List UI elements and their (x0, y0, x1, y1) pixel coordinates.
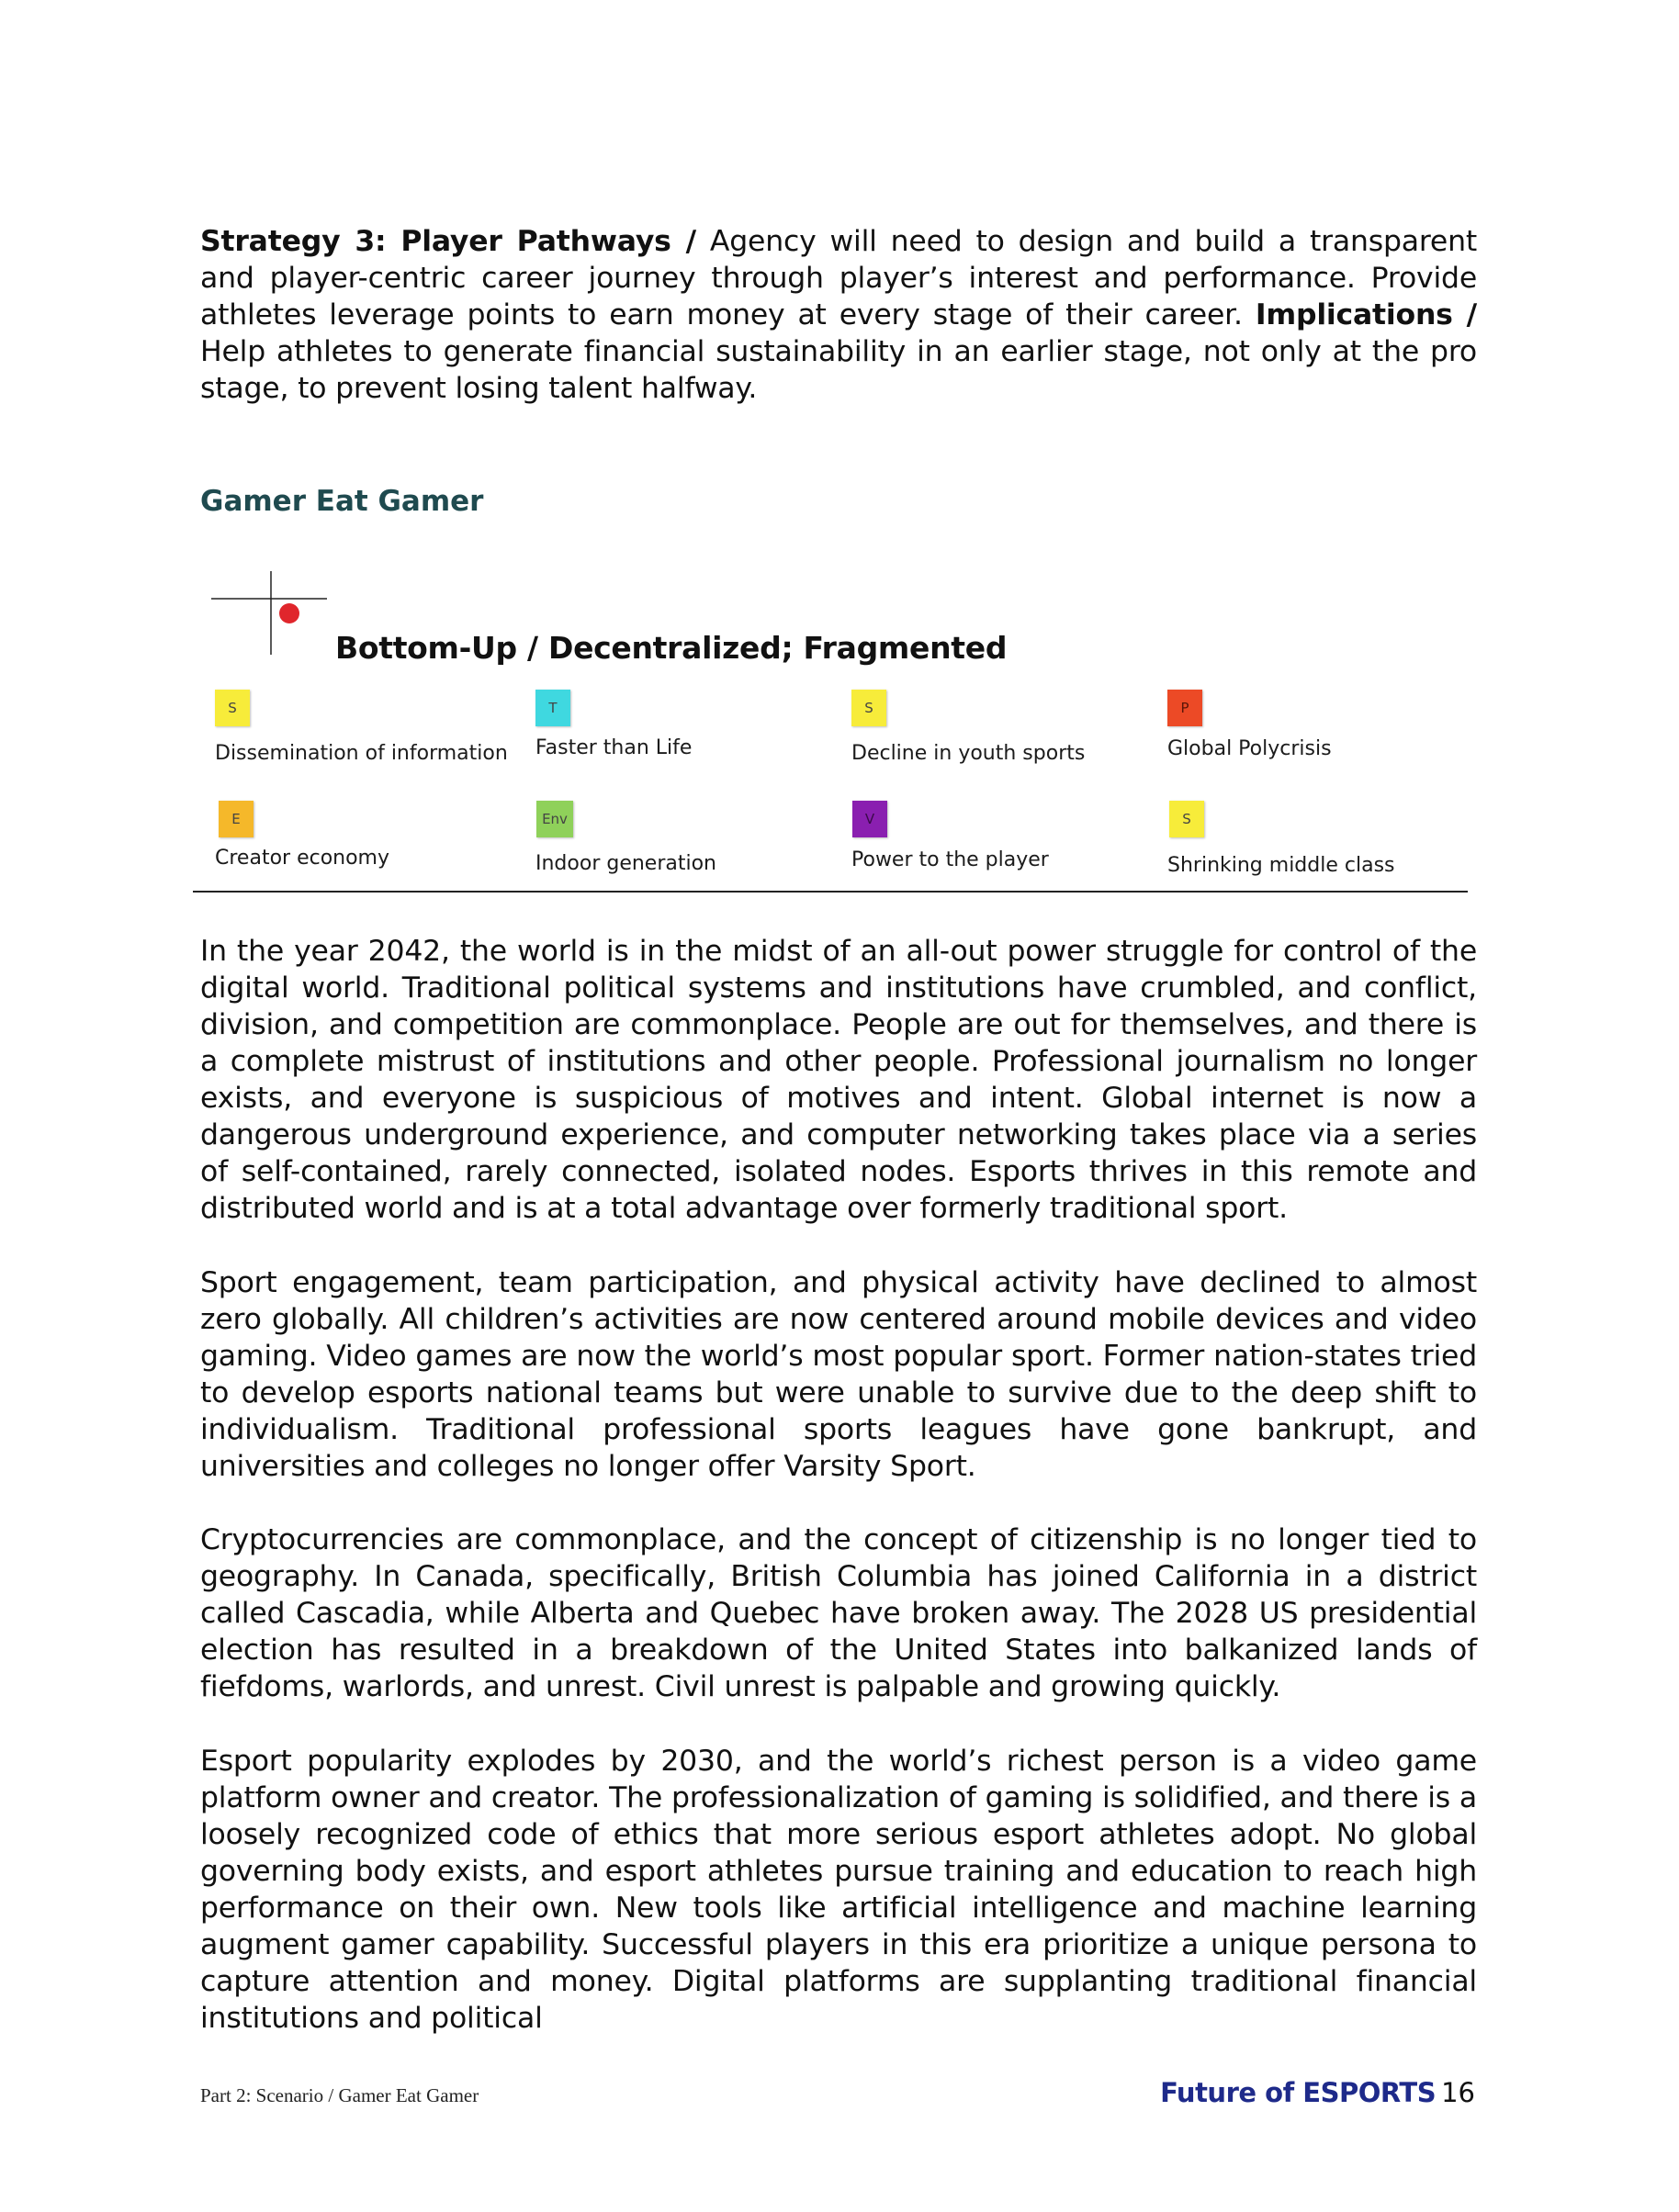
driver-tag-note: E (219, 801, 254, 837)
driver-power-to-the-player (851, 801, 1155, 871)
driver-label: Decline in youth sports (851, 742, 1086, 765)
driver-tag-note: S (1169, 801, 1204, 837)
driver-dissemination-of-information (215, 690, 518, 765)
section-divider (193, 891, 1468, 893)
driver-creator-economy (215, 801, 522, 870)
footer-branding (1160, 2077, 1475, 2108)
body-paragraph: Esport popularity explodes by 2030, and the world’s richest person is a video game platform owner and creator. The professionalization of gaming is solidified, and there is a loosely recognized code of ethics that more serious esport athletes adopt. No global governing body exists, and esport athletes pursue training and education to reach high performance on their own. New tools like artificial intelligence and machine learning augment gamer capability. Successful players in this era prioritize a unique persona to capture attention and money. Digital platforms are supplanting traditional financial institutions and political (200, 1745, 1477, 2035)
strategy-paragraph (200, 223, 1477, 407)
driver-faster-than-life (535, 690, 839, 759)
driver-tag-note: S (215, 690, 250, 726)
scenario-title: Bottom-Up / Decentralized; Fragmented (335, 630, 1008, 666)
implications-text: Help athletes to generate financial sustainability in an earlier stage, not only at the pro stage, to prevent losing talent halfway. (200, 335, 1477, 405)
driver-tag-note: P (1167, 690, 1202, 726)
driver-label: Faster than Life (535, 736, 693, 759)
driver-label: Indoor generation (535, 852, 717, 875)
driver-indoor-generation (535, 801, 840, 875)
strategy-label: Strategy 3: Player Pathways / (200, 225, 696, 258)
driver-tag-note: S (851, 690, 886, 726)
quadrant-compass-icon (209, 569, 329, 657)
driver-label: Creator economy (215, 847, 390, 870)
body-paragraph: Cryptocurrencies are commonplace, and the concept of citizenship is no longer tied to geography. In Canada, specifically, British Columbia has joined California in a district called Cascadia, while Alberta and Quebec have broken away. The 2028 US presidential election has resulted in a breakdown of the United States into balkanized lands of fiefdoms, warlords, and unrest. Civil unrest is palpable and growing quickly. (200, 1523, 1477, 1703)
driver-tag-note: V (852, 801, 887, 837)
page-number: 16 (1441, 2077, 1475, 2108)
driver-tag-note: T (535, 690, 570, 726)
body-paragraph: Sport engagement, team participation, and physical activity have declined to almost zero globally. All children’s activities are now centered around mobile devices and video gaming. Video games are now the world’s most popular sport. Former nation-states tried to develop esports national teams but were unable to survive due to the deep shift to individualism. Traditional professional sports leagues have gone bankrupt, and universities and colleges no longer offer Varsity Sport. (200, 1266, 1477, 1483)
footer-brand: Future of ESPORTS (1160, 2077, 1437, 2108)
body-paragraph: In the year 2042, the world is in the midst of an all-out power struggle for control of the digital world. Traditional political systems and institutions have crumbled, and conflict, division, and competition are commonplace. People are out for themselves, and there is a complete mistrust of institutions and other people. Professional journalism no longer exists, and everyone is suspicious of motives and intent. Global internet is now a dangerous underground experience, and computer networking takes place via a series of self-contained, rarely connected, isolated nodes. Esports thrives in this remote and distributed world and is at a total advantage over formerly traditional sport. (200, 935, 1477, 1225)
strategy-text: Agency will need to design and build a transparent and player-centric career journey through player’s interest and performance. Provide athletes leverage points to earn money at every stage of their career. (200, 225, 1477, 331)
driver-global-polycrisis (1167, 690, 1471, 760)
implications-label: Implications / (1255, 298, 1477, 331)
footer-section-label: Part 2: Scenario / Gamer Eat Gamer (200, 2084, 479, 2106)
driver-label: Shrinking middle class (1167, 854, 1395, 877)
section-title: Gamer Eat Gamer (200, 485, 484, 518)
driver-label: Dissemination of information (215, 742, 508, 765)
driver-decline-in-youth-sports (851, 690, 1155, 765)
driver-label: Global Polycrisis (1167, 737, 1332, 760)
driver-shrinking-middle-class (1167, 801, 1472, 877)
driver-label: Power to the player (851, 848, 1049, 871)
driver-tag-note: Env (536, 801, 573, 837)
